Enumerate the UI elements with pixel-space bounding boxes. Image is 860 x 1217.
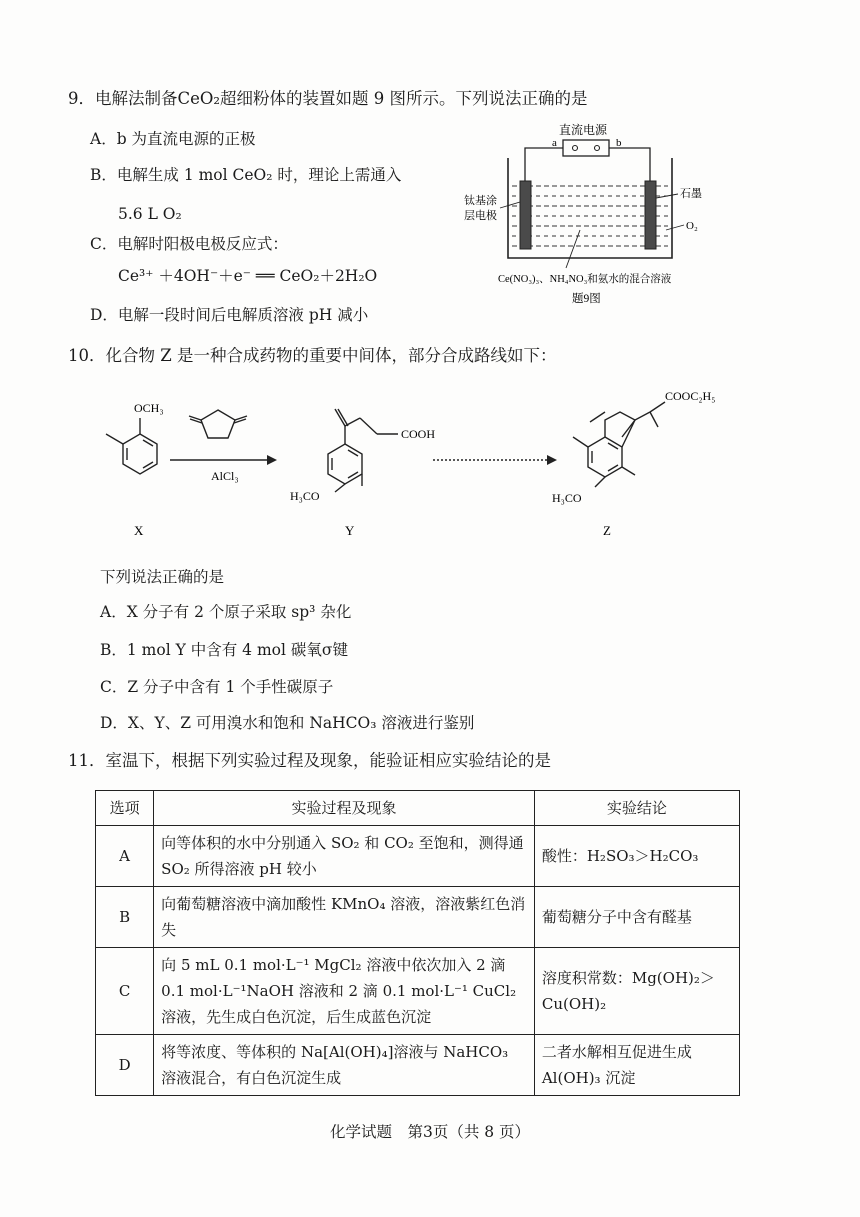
y-cooh-label: COOH — [401, 427, 436, 441]
q10-stem: 10．化合物 Z 是一种合成药物的重要中间体，部分合成路线如下： — [68, 346, 557, 365]
row-process: 将等浓度、等体积的 Na[Al(OH)₄]溶液与 NaHCO₃ 溶液混合，有白色沉淀生成 — [154, 1035, 535, 1096]
terminal-a-label: a — [552, 137, 557, 149]
label-x: X — [134, 523, 144, 538]
terminal-b-label: b — [616, 137, 622, 149]
q9-stem: 9．电解法制备CeO₂超细粉体的装置如题 9 图所示。下列说法正确的是 — [68, 89, 588, 108]
row-option: C — [96, 948, 154, 1035]
label-z: Z — [603, 523, 611, 538]
alcl3-label: AlCl₃ — [211, 469, 239, 483]
graphite-electrode — [645, 181, 656, 249]
row-conclusion: 酸性：H₂SO₃＞H₂CO₃ — [534, 826, 739, 887]
z-h3co-label: H₃CO — [552, 491, 582, 505]
left-electrode-label-1: 钛基涂 — [464, 195, 497, 207]
compound-z-partial-ring — [605, 412, 635, 437]
page-footer: 化学试题 第3页（共 8 页） — [329, 1123, 531, 1141]
y-h3co-label: H₃CO — [290, 489, 320, 503]
synthesis-scheme — [95, 382, 745, 542]
left-electrode-label-2: 层电极 — [464, 210, 497, 222]
electrolysis-figure — [420, 118, 720, 310]
table-row — [96, 826, 740, 887]
q10-option-a: A．X 分子有 2 个原子采取 sp³ 杂化 — [100, 603, 352, 621]
q10-intro: 下列说法正确的是 — [100, 568, 225, 586]
x-och3-label: OCH₃ — [134, 401, 164, 415]
header-option: 选项 — [96, 791, 154, 826]
wire-left — [525, 148, 563, 181]
header-conclusion: 实验结论 — [534, 791, 739, 826]
q10-option-d: D．X、Y、Z 可用溴水和饱和 NaHCO₃ 溶液进行鉴别 — [100, 714, 475, 732]
wire-right — [609, 148, 650, 181]
graphite-label: 石墨 — [680, 188, 702, 200]
compound-x-ring — [123, 434, 157, 474]
row-conclusion: 溶度积常数：Mg(OH)₂＞Cu(OH)₂ — [534, 948, 739, 1035]
q9-option-c-equation: Ce³⁺ ＋4OH⁻＋e⁻ ══ CeO₂＋2H₂O — [118, 267, 378, 285]
table-row — [96, 1035, 740, 1096]
power-supply-box — [563, 140, 609, 156]
row-process: 向 5 mL 0.1 mol·L⁻¹ MgCl₂ 溶液中依次加入 2 滴 0.1 mol·L⁻¹NaOH 溶液和 2 滴 0.1 mol·L⁻¹ CuCl₂ 溶液，先生成白色沉淀，后生成蓝色沉淀 — [154, 948, 535, 1035]
compound-y-ring — [328, 444, 362, 484]
compound-z-aromatic-ring — [588, 437, 622, 477]
q9-option-a: A．b 为直流电源的正极 — [90, 130, 256, 148]
z-ester-label: COOC₂H₅ — [665, 389, 716, 403]
titanium-electrode — [520, 181, 531, 249]
q11-stem: 11．室温下，根据下列实验过程及现象，能验证相应实验结论的是 — [68, 751, 551, 770]
row-conclusion: 二者水解相互促进生成 Al(OH)₃ 沉淀 — [534, 1035, 739, 1096]
row-process: 向葡萄糖溶液中滴加酸性 KMnO₄ 溶液，溶液紫红色消失 — [154, 887, 535, 948]
q9-option-b: B．电解生成 1 mol CeO₂ 时，理论上需通入 — [90, 166, 402, 184]
q9-option-b-cont: 5.6 L O₂ — [118, 205, 182, 223]
row-conclusion: 葡萄糖分子中含有醛基 — [534, 887, 739, 948]
header-process: 实验过程及现象 — [154, 791, 535, 826]
row-option: D — [96, 1035, 154, 1096]
anhydride-ring — [201, 410, 235, 438]
q9-option-c: C．电解时阳极电极反应式： — [90, 235, 288, 253]
label-y: Y — [345, 523, 355, 538]
figure-caption: 题9图 — [572, 293, 601, 305]
row-process: 向等体积的水中分别通入 SO₂ 和 CO₂ 至饱和，测得通 SO₂ 所得溶液 pH 较小 — [154, 826, 535, 887]
table-header-row — [96, 791, 740, 826]
row-option: A — [96, 826, 154, 887]
q9-option-d: D．电解一段时间后电解质溶液 pH 减小 — [90, 306, 369, 324]
q10-option-c: C．Z 分子中含有 1 个手性碳原子 — [100, 678, 334, 696]
table-row — [96, 948, 740, 1035]
table-row — [96, 887, 740, 948]
solution-label: Ce(NO₃)₃、NH₄NO₃和氨水的混合溶液 — [498, 274, 672, 285]
q10-option-b: B．1 mol Y 中含有 4 mol 碳氧σ键 — [100, 641, 348, 659]
experiment-table — [95, 790, 740, 1096]
row-option: B — [96, 887, 154, 948]
power-supply-label: 直流电源 — [559, 123, 608, 137]
o2-label: O₂ — [686, 220, 698, 232]
